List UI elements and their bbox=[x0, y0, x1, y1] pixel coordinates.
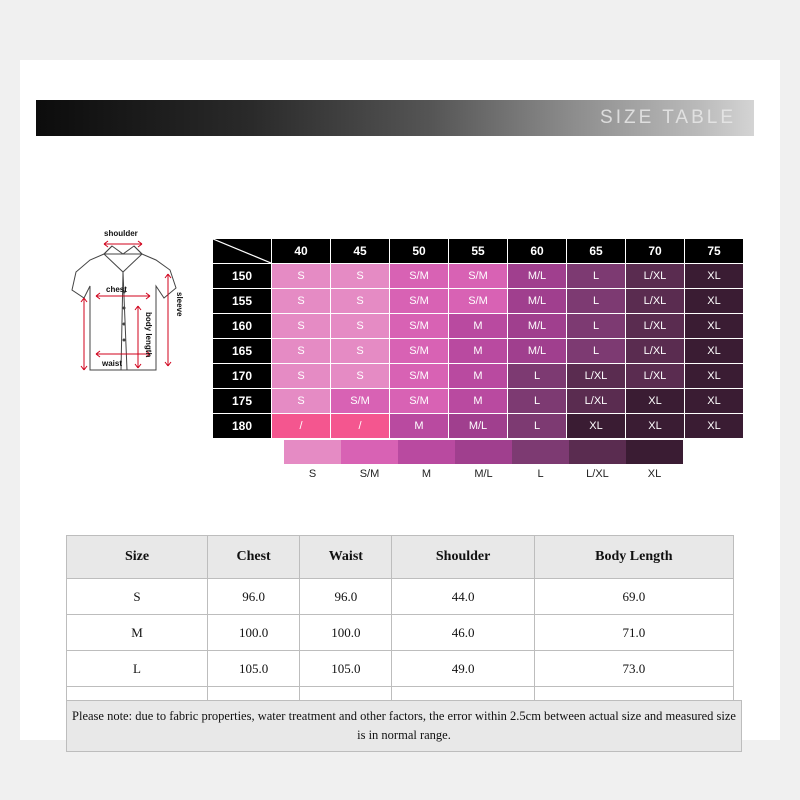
legend-swatch bbox=[398, 440, 455, 464]
matrix-row-header: 165 bbox=[213, 339, 272, 364]
matrix-cell: S/M bbox=[390, 364, 449, 389]
matrix-row-header: 170 bbox=[213, 364, 272, 389]
legend-label: XL bbox=[647, 468, 662, 480]
matrix-cell: S bbox=[331, 264, 390, 289]
matrix-cell: S/M bbox=[390, 314, 449, 339]
matrix-cell: L bbox=[567, 339, 626, 364]
matrix-cell: S bbox=[331, 364, 390, 389]
matrix-cell: XL bbox=[685, 314, 744, 339]
matrix-cell: S/M bbox=[331, 389, 390, 414]
matrix-cell: M/L bbox=[508, 289, 567, 314]
meas-value-cell: 49.0 bbox=[392, 651, 534, 687]
legend-swatch bbox=[626, 440, 683, 464]
matrix-cell: XL bbox=[567, 414, 626, 439]
matrix-cell: L/XL bbox=[626, 264, 685, 289]
matrix-cell: M bbox=[449, 339, 508, 364]
matrix-cell: S bbox=[272, 289, 331, 314]
matrix-cell: XL bbox=[685, 414, 744, 439]
matrix-cell: M bbox=[449, 389, 508, 414]
diagram-label-shoulder: shoulder bbox=[104, 229, 138, 238]
matrix-cell: / bbox=[331, 414, 390, 439]
matrix-corner-cell bbox=[213, 239, 272, 264]
table-row bbox=[67, 579, 734, 615]
matrix-row-header: 160 bbox=[213, 314, 272, 339]
page-title: SIZE TABLE bbox=[600, 107, 736, 128]
legend-label: S/M bbox=[359, 468, 380, 480]
meas-value-cell: 96.0 bbox=[208, 579, 300, 615]
meas-col-header: Size bbox=[67, 536, 208, 579]
meas-col-header: Body Length bbox=[534, 536, 733, 579]
matrix-row-header: 180 bbox=[213, 414, 272, 439]
meas-value-cell: 73.0 bbox=[534, 651, 733, 687]
legend-label: S bbox=[308, 468, 317, 480]
matrix-row bbox=[213, 314, 744, 339]
size-chart-page bbox=[20, 60, 780, 740]
size-matrix bbox=[212, 238, 744, 439]
matrix-col-header: 65 bbox=[567, 239, 626, 264]
matrix-cell: XL bbox=[626, 389, 685, 414]
matrix-cell: S bbox=[272, 389, 331, 414]
legend-label: M bbox=[421, 468, 432, 480]
meas-value-cell: 105.0 bbox=[300, 651, 392, 687]
matrix-cell: L bbox=[567, 314, 626, 339]
matrix-cell: S/M bbox=[449, 264, 508, 289]
meas-size-cell: S bbox=[67, 579, 208, 615]
meas-value-cell: 46.0 bbox=[392, 615, 534, 651]
matrix-cell: M/L bbox=[508, 339, 567, 364]
table-row bbox=[67, 615, 734, 651]
matrix-col-header: 40 bbox=[272, 239, 331, 264]
matrix-row-header: 155 bbox=[213, 289, 272, 314]
legend bbox=[284, 440, 683, 480]
meas-value-cell: 100.0 bbox=[300, 615, 392, 651]
meas-col-header: Shoulder bbox=[392, 536, 534, 579]
matrix-col-header: 50 bbox=[390, 239, 449, 264]
meas-col-header: Waist bbox=[300, 536, 392, 579]
matrix-cell: S bbox=[331, 289, 390, 314]
matrix-cell: L/XL bbox=[567, 364, 626, 389]
measurement-table bbox=[66, 535, 734, 723]
matrix-col-header: 70 bbox=[626, 239, 685, 264]
matrix-cell: S bbox=[272, 264, 331, 289]
matrix-row bbox=[213, 389, 744, 414]
matrix-cell: S/M bbox=[390, 264, 449, 289]
matrix-row bbox=[213, 414, 744, 439]
header-banner bbox=[36, 100, 754, 136]
matrix-col-header: 45 bbox=[331, 239, 390, 264]
matrix-cell: S bbox=[272, 314, 331, 339]
matrix-cell: S bbox=[331, 339, 390, 364]
meas-size-cell: M bbox=[67, 615, 208, 651]
matrix-cell: L bbox=[508, 364, 567, 389]
matrix-row bbox=[213, 264, 744, 289]
disclaimer-note: Please note: due to fabric properties, water treatment and other factors, the error within 2.5cm between actual size and measured size is in normal range. bbox=[66, 700, 742, 752]
matrix-row-header: 175 bbox=[213, 389, 272, 414]
matrix-cell: M/L bbox=[449, 414, 508, 439]
matrix-cell: XL bbox=[626, 414, 685, 439]
matrix-cell: M bbox=[449, 314, 508, 339]
meas-size-cell: L bbox=[67, 651, 208, 687]
matrix-cell: S/M bbox=[390, 339, 449, 364]
meas-value-cell: 96.0 bbox=[300, 579, 392, 615]
meas-value-cell: 69.0 bbox=[534, 579, 733, 615]
matrix-cell: L/XL bbox=[626, 364, 685, 389]
matrix-cell: M bbox=[449, 364, 508, 389]
matrix-row bbox=[213, 289, 744, 314]
matrix-cell: L bbox=[567, 289, 626, 314]
matrix-cell: L/XL bbox=[626, 289, 685, 314]
diagram-label-sleeve: sleeve bbox=[175, 292, 184, 317]
matrix-cell: XL bbox=[685, 264, 744, 289]
matrix-row bbox=[213, 364, 744, 389]
meas-value-cell: 100.0 bbox=[208, 615, 300, 651]
matrix-cell: L bbox=[567, 264, 626, 289]
legend-swatch bbox=[455, 440, 512, 464]
matrix-cell: S/M bbox=[390, 289, 449, 314]
table-row bbox=[67, 651, 734, 687]
matrix-cell: / bbox=[272, 414, 331, 439]
diagram-label-waist: waist bbox=[102, 359, 123, 368]
meas-value-cell: 44.0 bbox=[392, 579, 534, 615]
matrix-col-header: 55 bbox=[449, 239, 508, 264]
matrix-cell: S bbox=[331, 314, 390, 339]
matrix-col-header: 60 bbox=[508, 239, 567, 264]
legend-swatch bbox=[569, 440, 626, 464]
matrix-row bbox=[213, 339, 744, 364]
legend-swatch bbox=[341, 440, 398, 464]
matrix-cell: L/XL bbox=[567, 389, 626, 414]
meas-value-cell: 105.0 bbox=[208, 651, 300, 687]
legend-swatch bbox=[512, 440, 569, 464]
matrix-cell: XL bbox=[685, 389, 744, 414]
matrix-cell: L bbox=[508, 389, 567, 414]
legend-label: L bbox=[537, 468, 544, 480]
matrix-cell: XL bbox=[685, 339, 744, 364]
matrix-cell: S/M bbox=[390, 389, 449, 414]
matrix-cell: S/M bbox=[449, 289, 508, 314]
matrix-cell: S bbox=[272, 339, 331, 364]
shirt-illustration bbox=[60, 220, 210, 410]
matrix-cell: XL bbox=[685, 364, 744, 389]
matrix-cell: L bbox=[508, 414, 567, 439]
matrix-cell: S bbox=[272, 364, 331, 389]
matrix-cell: L/XL bbox=[626, 314, 685, 339]
matrix-row-header: 150 bbox=[213, 264, 272, 289]
matrix-cell: M/L bbox=[508, 314, 567, 339]
matrix-cell: M/L bbox=[508, 264, 567, 289]
legend-label: M/L bbox=[474, 468, 493, 480]
shirt-diagram bbox=[60, 220, 210, 410]
legend-label: L/XL bbox=[586, 468, 609, 480]
legend-swatch bbox=[284, 440, 341, 464]
matrix-cell: L/XL bbox=[626, 339, 685, 364]
meas-col-header: Chest bbox=[208, 536, 300, 579]
diagram-label-body-length: body length bbox=[144, 312, 153, 358]
matrix-cell: M bbox=[390, 414, 449, 439]
matrix-cell: XL bbox=[685, 289, 744, 314]
matrix-col-header: 75 bbox=[685, 239, 744, 264]
meas-value-cell: 71.0 bbox=[534, 615, 733, 651]
diagram-label-chest: chest bbox=[106, 285, 127, 294]
